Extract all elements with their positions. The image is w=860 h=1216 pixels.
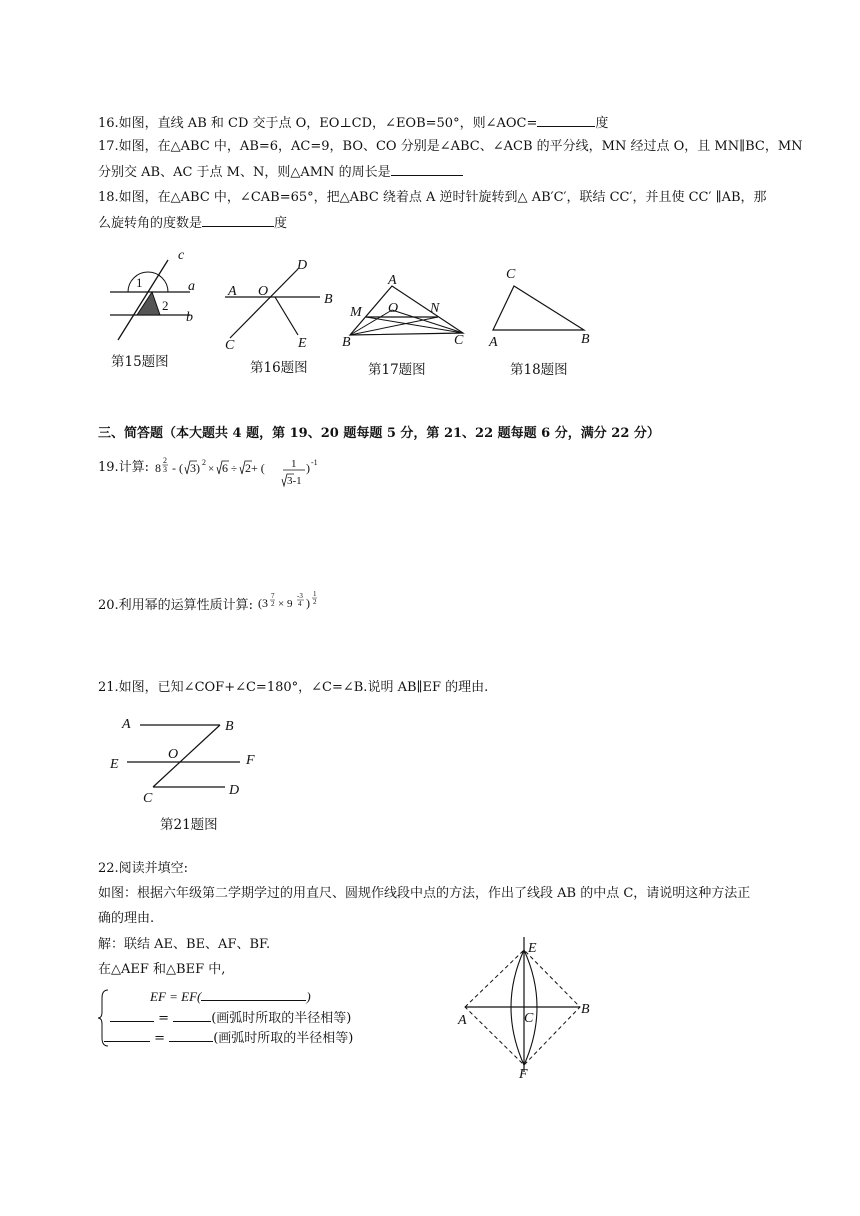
fig16-label-D: D bbox=[297, 258, 308, 273]
svg-text:-3: -3 bbox=[297, 592, 303, 600]
q16-unit: 度 bbox=[595, 116, 609, 131]
q19-expression bbox=[155, 450, 345, 495]
q22-row1-blank[interactable] bbox=[201, 988, 306, 1001]
fig22-label-F: F bbox=[519, 1067, 528, 1082]
fig15-label-b: b bbox=[186, 310, 193, 325]
fig16-label-E: E bbox=[298, 336, 307, 351]
question-18-line1: 18.如图，在△ABC 中，∠CAB=65°，把△ABC 绕着点 A 逆时针旋转到△ AB′C′，联结 CC′，并且使 CC′ ∥AB，那 bbox=[98, 190, 767, 205]
q20-expression bbox=[258, 585, 338, 615]
svg-text:): ) bbox=[306, 461, 310, 475]
fig21-label-E: E bbox=[110, 757, 119, 772]
fig17-label-N: N bbox=[430, 301, 440, 316]
svg-text:(3: (3 bbox=[258, 596, 268, 610]
fig21-label-A: A bbox=[122, 717, 131, 732]
question-21: 21.如图，已知∠COF+∠C=180°，∠C=∠B.说明 AB∥EF 的理由. bbox=[98, 680, 489, 695]
q22-row3-eq: = bbox=[154, 1031, 166, 1046]
q17-line2-text: 分别交 AB、AC 于点 M、N，则△AMN 的周长是 bbox=[98, 165, 391, 180]
svg-text:2: 2 bbox=[313, 598, 317, 606]
fig16-caption: 第16题图 bbox=[250, 360, 308, 376]
svg-text:3-1: 3-1 bbox=[287, 475, 302, 487]
fig18-label-B: B bbox=[581, 332, 590, 347]
q22-row1-end: ) bbox=[306, 989, 311, 1004]
fig15-caption: 第15题图 bbox=[111, 354, 169, 370]
q22-row2-eq: = bbox=[158, 1011, 170, 1026]
fig18-label-C: C bbox=[506, 267, 516, 282]
question-16 bbox=[98, 114, 608, 133]
figure-17 bbox=[340, 270, 470, 350]
svg-text:-1: -1 bbox=[311, 458, 318, 467]
svg-text:÷: ÷ bbox=[231, 463, 238, 475]
fig16-label-C: C bbox=[225, 338, 235, 353]
svg-text:7: 7 bbox=[271, 592, 275, 600]
q22-row2 bbox=[110, 1009, 351, 1028]
question-18-line2 bbox=[98, 214, 287, 233]
fig18-caption: 第18题图 bbox=[510, 362, 568, 378]
fig17-label-A: A bbox=[388, 273, 397, 288]
svg-text:6: 6 bbox=[222, 461, 228, 475]
fig16-label-A: A bbox=[228, 284, 237, 299]
svg-text:): ) bbox=[306, 596, 310, 610]
svg-text:4: 4 bbox=[298, 600, 302, 608]
fig16-label-O: O bbox=[258, 284, 269, 299]
question-20-prefix: 20.利用幂的运算性质计算: bbox=[98, 598, 254, 613]
svg-text:1: 1 bbox=[313, 590, 317, 598]
figure-15 bbox=[100, 245, 210, 345]
fig21-label-O: O bbox=[168, 747, 179, 762]
q17-blank[interactable] bbox=[391, 163, 463, 176]
q22-row3 bbox=[104, 1029, 353, 1048]
question-19-prefix: 19.计算: bbox=[98, 460, 150, 475]
svg-text:3: 3 bbox=[163, 465, 167, 474]
q22-row3-note: (画弧时所取的半径相等) bbox=[213, 1031, 354, 1046]
question-22-solution: 解：联结 AE、BE、AF、BF. bbox=[98, 937, 271, 952]
fig22-label-E: E bbox=[528, 941, 537, 956]
svg-text:- (: - ( bbox=[172, 461, 183, 475]
fig21-label-D: D bbox=[229, 783, 240, 798]
question-22-line1: 如图：根据六年级第二学期学过的用直尺、圆规作线段中点的方法，作出了线段 AB 的中点 C，请说明这种方法正 bbox=[98, 886, 751, 901]
q16-text: 16.如图，直线 AB 和 CD 交于点 O，EO⊥CD，∠EOB=50°，则∠AOC= bbox=[98, 116, 538, 131]
fig15-label-2: 2 bbox=[162, 298, 169, 313]
q22-row2-blank-right[interactable] bbox=[173, 1009, 211, 1022]
fig15-label-1: 1 bbox=[136, 275, 143, 290]
fig22-label-C: C bbox=[524, 1011, 534, 1026]
q18-line2-text: 么旋转角的度数是 bbox=[98, 216, 203, 231]
fig15-label-a: a bbox=[188, 279, 195, 294]
fig21-label-F: F bbox=[246, 753, 255, 768]
fig22-label-B: B bbox=[581, 1002, 590, 1017]
q16-blank[interactable] bbox=[537, 114, 595, 127]
q22-row2-note: (画弧时所取的半径相等) bbox=[211, 1011, 352, 1026]
fig22-label-A: A bbox=[458, 1013, 467, 1028]
svg-text:3): 3) bbox=[190, 461, 200, 475]
figure-22 bbox=[450, 932, 610, 1082]
fig17-label-M: M bbox=[350, 305, 362, 320]
question-22-line2: 确的理由. bbox=[98, 911, 155, 926]
fig21-caption: 第21题图 bbox=[160, 817, 218, 833]
svg-text:1: 1 bbox=[291, 458, 297, 470]
fig17-label-O: O bbox=[388, 301, 399, 316]
svg-text:2+ (: 2+ ( bbox=[245, 461, 265, 475]
fig17-caption: 第17题图 bbox=[368, 362, 426, 378]
section-3-heading: 三、简答题（本大题共 4 题，第 19、20 题每题 5 分，第 21、22 题每题 6 分，满分 22 分） bbox=[98, 426, 660, 441]
q22-row3-blank-right[interactable] bbox=[169, 1029, 213, 1042]
figure-21 bbox=[105, 710, 265, 810]
q22-row1 bbox=[150, 988, 311, 1006]
q22-row3-blank-left[interactable] bbox=[104, 1029, 150, 1042]
svg-text:×: × bbox=[208, 463, 215, 475]
q22-row1-text: EF = EF( bbox=[150, 989, 202, 1004]
figure-18 bbox=[480, 262, 600, 352]
question-22-triangles: 在△AEF 和△BEF 中, bbox=[98, 962, 226, 977]
svg-text:2: 2 bbox=[202, 458, 206, 467]
q22-row2-blank-left[interactable] bbox=[110, 1009, 154, 1022]
svg-text:2: 2 bbox=[163, 456, 167, 465]
fig17-label-B: B bbox=[342, 335, 351, 350]
q18-unit: 度 bbox=[274, 216, 288, 231]
fig18-label-A: A bbox=[489, 335, 498, 350]
fig21-label-B: B bbox=[225, 719, 234, 734]
q18-blank[interactable] bbox=[202, 214, 274, 227]
figure-16 bbox=[220, 255, 350, 353]
fig17-label-C: C bbox=[454, 333, 464, 348]
fig15-label-c: c bbox=[178, 248, 185, 263]
svg-text:2: 2 bbox=[271, 600, 275, 608]
question-22-title: 22.阅读并填空: bbox=[98, 861, 189, 876]
question-17-line2 bbox=[98, 163, 463, 182]
question-17-line1: 17.如图，在△ABC 中，AB=6，AC=9，BO、CO 分别是∠ABC、∠ACB 的平分线，MN 经过点 O，且 MN∥BC，MN bbox=[98, 139, 803, 154]
fig21-label-C: C bbox=[143, 791, 153, 806]
svg-text:× 9: × 9 bbox=[278, 598, 293, 610]
fig16-label-B: B bbox=[324, 292, 333, 307]
svg-text:8: 8 bbox=[155, 461, 161, 475]
